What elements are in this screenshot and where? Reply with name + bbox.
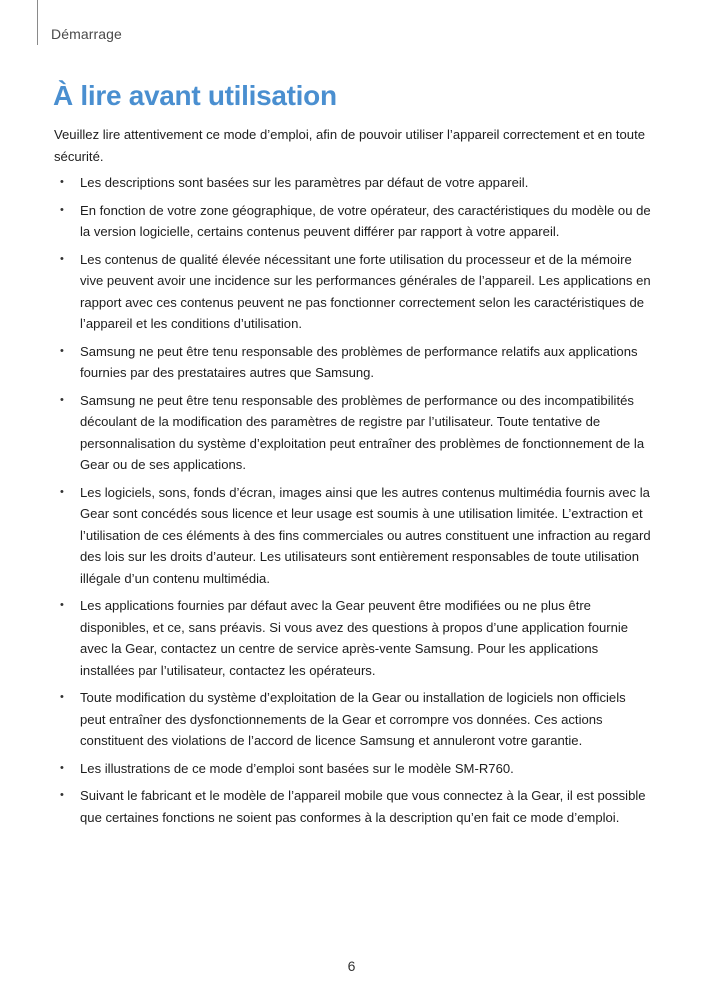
bullet-dot-icon: • <box>60 176 64 188</box>
bullet-text: Samsung ne peut être tenu responsable des problèmes de performance ou des incompatibilités découlant de la modification des paramètres de registre par l’utilisateur. Toute tentative de personnalisation du système d’exploitation peut entraîner des problèmes de fonctionnement de la Gear ou de ses applications. <box>80 392 645 472</box>
bullet-item <box>54 172 654 194</box>
bullet-item <box>54 758 654 780</box>
bullet-item <box>54 249 654 335</box>
bullet-text: Les descriptions sont basées sur les paramètres par défaut de votre appareil. <box>80 175 529 190</box>
bullet-dot-icon: • <box>60 344 64 357</box>
bullet-text: Les contenus de qualité élevée nécessitant une forte utilisation du processeur et de la mémoire vive peuvent avoir une incidence sur les performances générales de l’appareil. Les applications en rapport avec ces contenus peuvent ne pas fonctionner correctement selon les caractéristiques de l’appareil et les conditions d’utilisation. <box>80 251 651 331</box>
bullet-text: Suivant le fabricant et le modèle de l’appareil mobile que vous connectez à la Gear, il est possible que certaines fonctions ne soient pas conformes à la description qu’en fait ce mode d’emploi. <box>80 788 646 825</box>
bullet-dot-icon: • <box>60 252 64 265</box>
bullet-text: Toute modification du système d’exploitation de la Gear ou installation de logiciels non officiels peut entraîner des dysfonctionnements de la Gear et corrompre vos données. Ces actions constituent des violations de l’accord de licence Samsung et annuleront votre garantie. <box>80 690 626 748</box>
section-label: Démarrage <box>51 26 122 42</box>
bullet-text: Les illustrations de ce mode d’emploi sont basées sur le modèle SM-R760. <box>80 760 514 776</box>
bullet-item <box>54 482 654 590</box>
bullet-item <box>54 785 654 828</box>
bullet-dot-icon: • <box>60 761 64 774</box>
bullet-dot-icon: • <box>60 691 64 703</box>
bullet-item <box>54 341 654 384</box>
bullet-dot-icon: • <box>60 203 64 216</box>
bullet-text: En fonction de votre zone géographique, de votre opérateur, des caractéristiques du modèle ou de la version logicielle, certains contenus peuvent différer par rapport à votre appareil. <box>80 202 651 239</box>
page-number: 6 <box>347 958 356 974</box>
page-title: À lire avant utilisation <box>53 80 337 111</box>
intro-paragraph: Veuillez lire attentivement ce mode d’emploi, afin de pouvoir utiliser l’appareil correctement et en toute sécurité. <box>54 127 645 164</box>
margin-rule <box>37 0 38 45</box>
bullet-dot-icon: • <box>60 485 64 498</box>
bullet-dot-icon: • <box>60 789 64 801</box>
bullet-item <box>54 595 654 681</box>
bullet-dot-icon: • <box>60 393 64 406</box>
bullet-item <box>54 390 654 476</box>
bullet-item <box>54 200 654 243</box>
bullet-item <box>54 687 654 752</box>
bullet-text: Les logiciels, sons, fonds d’écran, images ainsi que les autres contenus multimédia fournis avec la Gear sont concédés sous licence et leur usage est soumis à une utilisation limitée. L’extraction et l’utilisation de ces éléments à des fins commerciales ou autres constituent une infraction au regard des lois sur les droits d’auteur. Les utilisateurs sont entièrement responsables de toute utilisation illégale d’un contenu multimédia. <box>80 484 651 586</box>
bullet-text: Samsung ne peut être tenu responsable des problèmes de performance relatifs aux applications fournies par des prestataires autres que Samsung. <box>80 343 638 380</box>
bullet-dot-icon: • <box>60 599 64 611</box>
bullet-text: Les applications fournies par défaut avec la Gear peuvent être modifiées ou ne plus être disponibles, et ce, sans préavis. Si vous avez des questions à propos d’une application fournie avec la Gear, contactez un centre de service après-vente Samsung. Pour les applications installées par l’utilisateur, contactez les opérateurs. <box>80 598 629 678</box>
bullet-list <box>54 172 654 834</box>
